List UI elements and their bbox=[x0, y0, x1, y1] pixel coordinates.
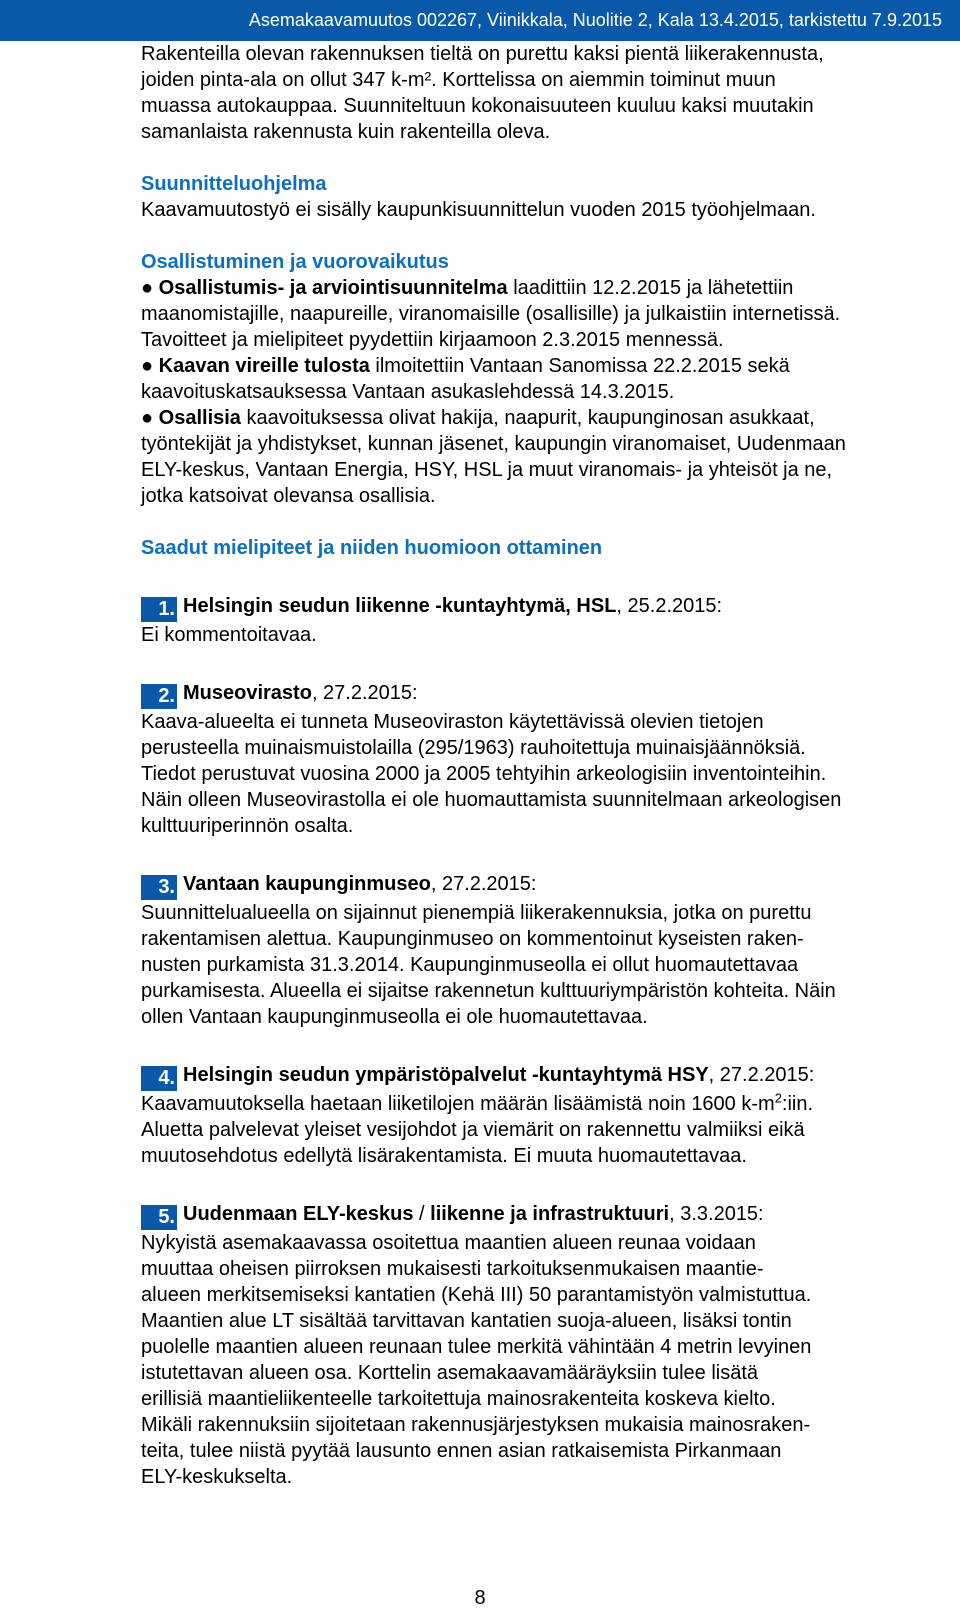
header-title: Asemakaavamuutos 002267, Viinikkala, Nuolitie 2, Kala 13.4.2015, tarkistettu 7.9.2015 bbox=[248, 10, 942, 30]
text-line: kulttuuriperinnön osalta. bbox=[141, 815, 354, 837]
organization-name: Helsingin seudun liikenne -kuntayhtymä, HSL bbox=[183, 595, 617, 617]
item-number-badge: 1. bbox=[141, 597, 177, 622]
bullet-title: Osallistumis- ja arviointisuunnitelma bbox=[158, 277, 508, 299]
text-line: Suunnittelualueella on sijainnut pienempiä liikerakennuksia, jotka on purettu bbox=[141, 902, 812, 924]
item-number-badge: 4. bbox=[141, 1066, 177, 1091]
bullet-item-participants bbox=[141, 405, 941, 509]
section-heading-feedback: Saadut mielipiteet ja niiden huomioon ottaminen bbox=[141, 537, 603, 559]
document-body bbox=[141, 40, 941, 1490]
text-line: maanomistajille, naapureille, viranomaisille (osallisille) ja julkaistiin internetissä. bbox=[141, 303, 841, 325]
text-line: Maantien alue LT sisältää tarvittavan kantatien suoja-alueen, lisäksi tontin bbox=[141, 1310, 792, 1332]
text-line: Aluetta palvelevat yleiset vesijohdot ja viemärit on rakennettu valmiiksi eikä bbox=[141, 1119, 805, 1141]
text-line: puolelle maantien alueen reunaan tulee merkitä vähintään 4 metrin levyinen bbox=[141, 1336, 812, 1358]
text-line: muassa autokauppaa. Suunniteltuun kokonaisuuteen kuuluu kaksi muutakin bbox=[141, 95, 814, 117]
text-line: työntekijät ja yhdistykset, kunnan jäsenet, kaupungin viranomaiset, Uudenmaan bbox=[141, 433, 846, 455]
document-header bbox=[0, 0, 960, 41]
feedback-item-1 bbox=[141, 593, 941, 648]
section-heading-program: Suunnitteluohjelma bbox=[141, 173, 327, 195]
page-number: 8 bbox=[474, 1587, 486, 1609]
text-line: ollen Vantaan kaupunginmuseolla ei ole huomautettavaa. bbox=[141, 1006, 648, 1028]
intro-paragraph bbox=[141, 40, 941, 145]
text-line: Rakenteilla olevan rakennuksen tieltä on purettu kaksi pientä liikerakennusta, bbox=[141, 43, 824, 65]
text-line: ELY-keskus, Vantaan Energia, HSY, HSL ja muut viranomais- ja yhteisöt ja ne, bbox=[141, 459, 833, 481]
text-line: teita, tulee niistä pyytää lausunto ennen asian ratkaisemista Pirkanmaan bbox=[141, 1440, 782, 1462]
separator: / bbox=[413, 1203, 431, 1225]
text-line: Näin olleen Museovirastolla ei ole huomauttamista suunnitelmaan arkeologisen bbox=[141, 789, 842, 811]
bullet-title: Kaavan vireille tulosta bbox=[158, 355, 370, 377]
text-line: muutosehdotus edellytä lisärakentamista. Ei muuta huomautettavaa. bbox=[141, 1145, 747, 1167]
statement-date: , 25.2.2015: bbox=[616, 595, 723, 617]
feedback-item-2 bbox=[141, 680, 941, 839]
statement-date: , 27.2.2015: bbox=[311, 682, 418, 704]
text-line: laadittiin 12.2.2015 ja lähetettiin bbox=[507, 277, 794, 299]
text-line: istutettavan alueen osa. Korttelin asemakaavamääräyksiin tulee lisätä bbox=[141, 1362, 759, 1384]
text-line: alueen merkitsemiseksi kantatien (Kehä III) 50 parantamistyön valmistuttua. bbox=[141, 1284, 812, 1306]
text-line: Tavoitteet ja mielipiteet pyydettiin kirjaamoon 2.3.2015 mennessä. bbox=[141, 329, 724, 351]
bullet-icon: ● bbox=[141, 355, 154, 377]
text-line: purkamisesta. Alueella ei sijaitse rakennetun kulttuuriympäristön kohteita. Näin bbox=[141, 980, 836, 1002]
text-line: kaavoituksessa olivat hakija, naapurit, kaupunginosan asukkaat, bbox=[240, 407, 815, 429]
organization-name: Vantaan kaupunginmuseo bbox=[183, 873, 431, 895]
bullet-item-announcement bbox=[141, 353, 941, 405]
item-number-badge: 2. bbox=[141, 684, 177, 709]
text-line: Nykyistä asemakaavassa osoitettua maantien alueen reunaa voidaan bbox=[141, 1232, 756, 1254]
feedback-item-4 bbox=[141, 1062, 941, 1169]
statement-date: , 3.3.2015: bbox=[669, 1203, 764, 1225]
text-line: Tiedot perustuvat vuosina 2000 ja 2005 tehtyihin arkeologisiin inventointeihin. bbox=[141, 763, 827, 785]
text-line: joiden pinta-ala on ollut 347 k-m². Korttelissa on aiemmin toiminut muun bbox=[141, 69, 776, 91]
statement-date: , 27.2.2015: bbox=[708, 1064, 815, 1086]
bullet-icon: ● bbox=[141, 407, 154, 429]
text-line: rakentamisen alettua. Kaupunginmuseo on kommentoinut kyseisten raken- bbox=[141, 928, 804, 950]
organization-name: Museovirasto bbox=[183, 682, 312, 704]
text-line: :iin. bbox=[781, 1093, 814, 1115]
text-line: ilmoitettiin Vantaan Sanomissa 22.2.2015 sekä bbox=[369, 355, 790, 377]
statement-date: , 27.2.2015: bbox=[430, 873, 537, 895]
text-line: Mikäli rakennuksiin sijoitetaan rakennusjärjestyksen mukaisia mainosraken- bbox=[141, 1414, 811, 1436]
item-number-badge: 5. bbox=[141, 1205, 177, 1230]
text-line: Kaavamuutoksella haetaan liiketilojen määrän lisäämistä noin 1600 k-m bbox=[141, 1093, 775, 1115]
superscript: 2 bbox=[774, 1090, 782, 1106]
section-heading-participation: Osallistuminen ja vuorovaikutus bbox=[141, 251, 449, 273]
text-line: samanlaista rakennusta kuin rakenteilla oleva. bbox=[141, 121, 551, 143]
text-line: Ei kommentoitavaa. bbox=[141, 624, 317, 646]
organization-name: Helsingin seudun ympäristöpalvelut -kuntayhtymä HSY bbox=[183, 1064, 709, 1086]
text-line: perusteella muinaismuistolailla (295/1963) rauhoitettuja muinaisjäännöksiä. bbox=[141, 737, 806, 759]
text-line: ELY-keskukselta. bbox=[141, 1466, 293, 1488]
text-line: kaavoituskatsauksessa Vantaan asukaslehdessä 14.3.2015. bbox=[141, 381, 675, 403]
text-line: muuttaa oheisen piirroksen mukaisesti tarkoituksenmukaisen maantie- bbox=[141, 1258, 764, 1280]
text-line: Kaava-alueelta ei tunneta Museoviraston käytettävissä olevien tietojen bbox=[141, 711, 764, 733]
feedback-item-3 bbox=[141, 871, 941, 1030]
bullet-item-plan bbox=[141, 275, 941, 353]
item-number-badge: 3. bbox=[141, 875, 177, 900]
text-line: erillisiä maantieliikenteelle tarkoitettuja mainosrakenteita koskeva kielto. bbox=[141, 1388, 776, 1410]
bullet-title: Osallisia bbox=[158, 407, 241, 429]
text-line: jotka katsoivat olevansa osallisia. bbox=[141, 485, 436, 507]
organization-unit: liikenne ja infrastruktuuri bbox=[430, 1203, 670, 1225]
bullet-icon: ● bbox=[141, 277, 154, 299]
feedback-item-5 bbox=[141, 1201, 941, 1490]
program-text: Kaavamuutostyö ei sisälly kaupunkisuunnittelun vuoden 2015 työohjelmaan. bbox=[141, 199, 816, 221]
text-line: nusten purkamista 31.3.2014. Kaupunginmuseolla ei ollut huomautettavaa bbox=[141, 954, 799, 976]
organization-name: Uudenmaan ELY-keskus bbox=[183, 1203, 414, 1225]
